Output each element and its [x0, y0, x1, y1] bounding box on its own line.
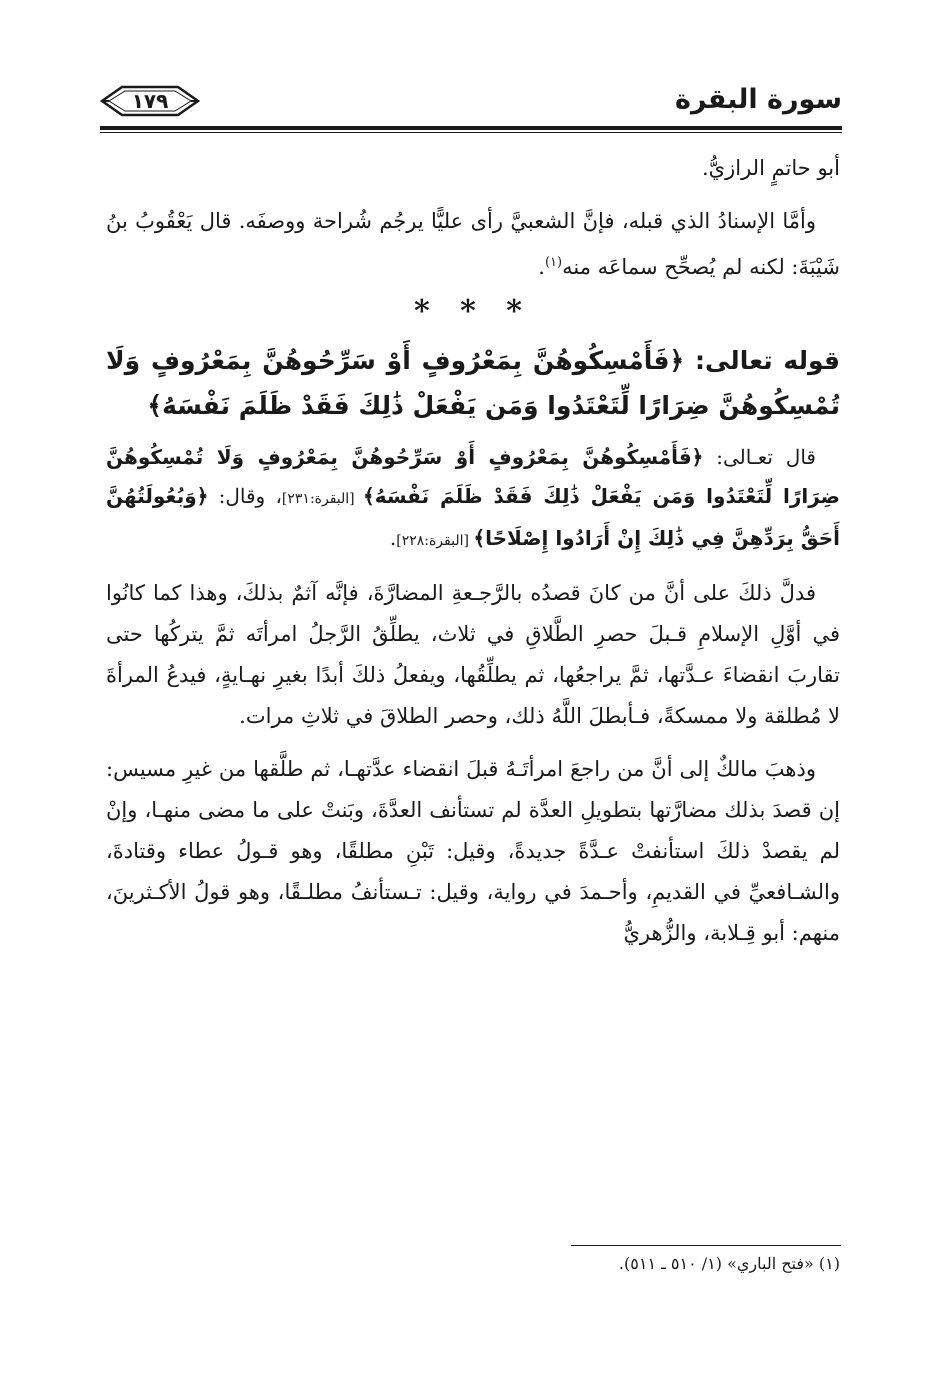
paragraph-2-text: وأمَّا الإسنادُ الذي قبله، فإنَّ الشعبيَّ رأى عليًّا يرجُم شُراحة ووصفَه. قال يَعْقُوبُ بنُ شَيْبَةَ: لكنه لم يُصحِّح سماعَه منه [106, 209, 840, 279]
verse-quote-paragraph [106, 438, 840, 561]
page-body [106, 148, 840, 954]
paragraph-4: وذهبَ مالكٌ إلى أنَّ من راجعَ امرأتَـهُ قبلَ انقضاء عدَّتهـا، ثم طلَّقها من غيرِ مسيس: إن قصدَ بذلك مضارَّتها بتطويلِ العدَّة لم تستأنف العدَّةَ، وبَنتْ على ما مضى منهـا، وإنْ لم يقصدْ ذلكَ استأنفتْ عـدَّةً جديدةً، وقيل: تَبْنِ مطلقًا، وهو قـولُ عطاء وقتادةَ، والشـافعيِّ في القديمِ، وأحـمدَ في رواية، وقيل: تـستأنفُ مطلـقًا، وهو قولُ الأكـثرينَ، منهم: أبو قِـلابة، والزُّهريُّ [106, 757, 840, 945]
quote-mid: ، وقال: [208, 484, 282, 508]
verse-heading: قوله تعالى: ﴿فَأَمْسِكُوهُنَّ بِمَعْرُوفٍ أَوْ سَرِّحُوهُنَّ بِمَعْرُوفٍ وَلَا تُمْسِكُوهُنَّ ضِرَارًا لِّتَعْتَدُوا وَمَن يَفْعَلْ ذَٰلِكَ فَقَدْ ظَلَمَ نَفْسَهُ﴾ [106, 346, 840, 420]
paragraph-2 [106, 201, 840, 288]
quote-end: . [389, 526, 397, 550]
page-header [100, 70, 842, 134]
page-number-badge [100, 84, 200, 118]
footnote: (١) «فتح الباري» (١/ ٥١٠ ـ ٥١١). [618, 1254, 840, 1273]
paragraph-3: فدلَّ ذلكَ على أنَّ من كانَ قصدُه بالرَّجـعةِ المضارَّةَ، فإنَّه آثمٌ بذلكَ، وهذا كما كانُوا في أوَّلِ الإسلامِ قـبلَ حصرِ الطَّلاقِ في ثلاث، يطلِّقُ الرَّجلُ امرأتَه ثمَّ يتركُها حتى تقاربَ انقضاءَ عـدَّتها، ثمَّ يراجعُها، ثم يطلِّقُها، ويفعلُ ذلكَ أبدًا بغيرِ نهـايةٍ، فيدعُ المرأةَ لا مُطلقة ولا ممسكةً، فـأبطلَ اللَّهُ ذلك، وحصر الطلاقَ في ثلاثِ مرات. [106, 581, 840, 728]
section-separator: * * * [414, 294, 532, 329]
surah-title: سورة البقرة [675, 84, 842, 115]
header-rule [100, 126, 842, 134]
quote-verse-2: ﴿وَبُعُولَتُهُنَّ أَحَقُّ بِرَدِّهِنَّ فِي ذَٰلِكَ إِنْ أَرَادُوا إِصْلَاحًا﴾ [106, 484, 840, 550]
quote-intro: قال تعـالى: [703, 445, 816, 469]
page-number: ١٧٩ [131, 89, 169, 113]
footnote-rule [571, 1245, 841, 1246]
quote-verse-1: ﴿فَأَمْسِكُوهُنَّ بِمَعْرُوفٍ أَوْ سَرِّحُوهُنَّ بِمَعْرُوفٍ وَلَا تُمْسِكُوهُنَّ ضِرَارًا لِّتَعْتَدُوا وَمَن يَفْعَلْ ذَٰلِكَ فَقَدْ ظَلَمَ نَفْسَهُ﴾ [106, 445, 840, 508]
quote-ref-1: [البقرة:٢٣١] [281, 491, 363, 507]
footnote-marker: (١) [544, 255, 563, 270]
paragraph-2-end: . [538, 255, 545, 279]
quote-ref-2: [البقرة:٢٢٨] [396, 533, 474, 549]
paragraph-1: أبو حاتمٍ الرازيُّ. [702, 156, 840, 180]
